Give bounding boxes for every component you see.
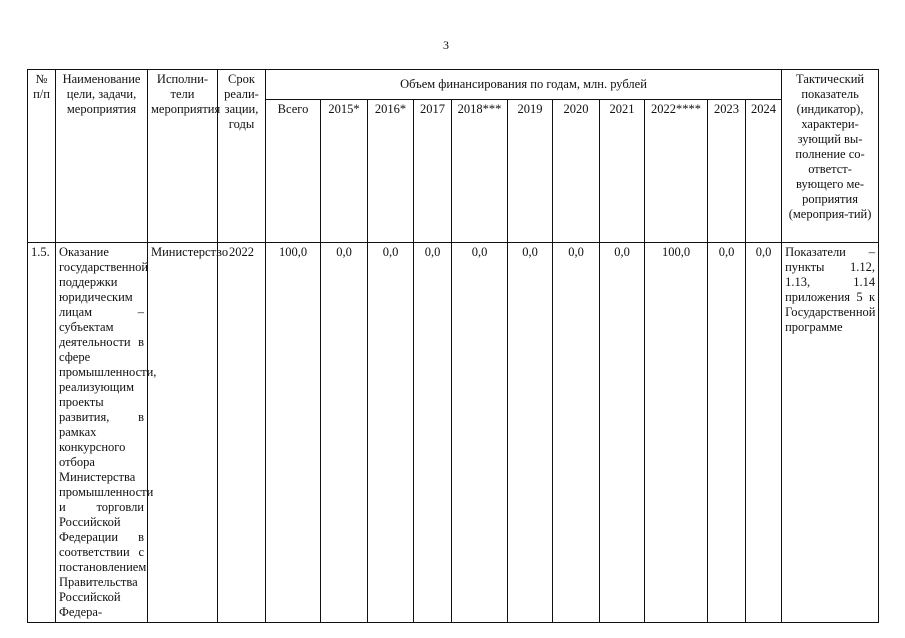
header-year-2023: 2023 [708,100,746,243]
header-name: Наименование цели, задачи, мероприятия [56,70,148,243]
row-indicator: Показатели – пункты 1.12, 1.13, 1.14 приложения 5 к Государственной программе [782,243,879,623]
header-indicator: Тактический показатель (индикатор), характери-зующий вы-полнение со-ответст-вующего ме-роприятия (мероприя-тий) [782,70,879,243]
header-financing: Объем финансирования по годам, млн. рублей [266,70,782,100]
value-2022: 100,0 [645,243,708,623]
header-year-2024: 2024 [746,100,782,243]
value-2020: 0,0 [553,243,600,623]
table-row [28,243,879,623]
row-executor: Министерство [148,243,218,623]
value-2023: 0,0 [708,243,746,623]
value-2015: 0,0 [321,243,368,623]
value-2019: 0,0 [508,243,553,623]
header-year-total: Всего [266,100,321,243]
header-term: Срок реали-зации, годы [218,70,266,243]
header-year-2019: 2019 [508,100,553,243]
header-year-2018: 2018*** [452,100,508,243]
header-num: № п/п [28,70,56,243]
value-total: 100,0 [266,243,321,623]
header-year-2020: 2020 [553,100,600,243]
page-number: 3 [443,38,449,52]
row-name: Оказание государственной поддержки юридическим лицам – субъектам деятельности в сфере промышленности, реализующим проекты развития, в рамках конкурсного отбора Министерства промышленности и торговли Российской Федерации в соответствии с постановлением Правительства Российской Федера- [56,243,148,623]
row-term: 2022 [218,243,266,623]
value-2017: 0,0 [414,243,452,623]
row-num: 1.5. [28,243,56,623]
value-2018: 0,0 [452,243,508,623]
value-2024: 0,0 [746,243,782,623]
value-2021: 0,0 [600,243,645,623]
header-year-2016: 2016* [368,100,414,243]
header-year-2015: 2015* [321,100,368,243]
header-executor: Исполни-тели мероприятия [148,70,218,243]
header-year-2021: 2021 [600,100,645,243]
financing-table [27,69,879,623]
header-year-2022: 2022**** [645,100,708,243]
value-2016: 0,0 [368,243,414,623]
header-year-2017: 2017 [414,100,452,243]
